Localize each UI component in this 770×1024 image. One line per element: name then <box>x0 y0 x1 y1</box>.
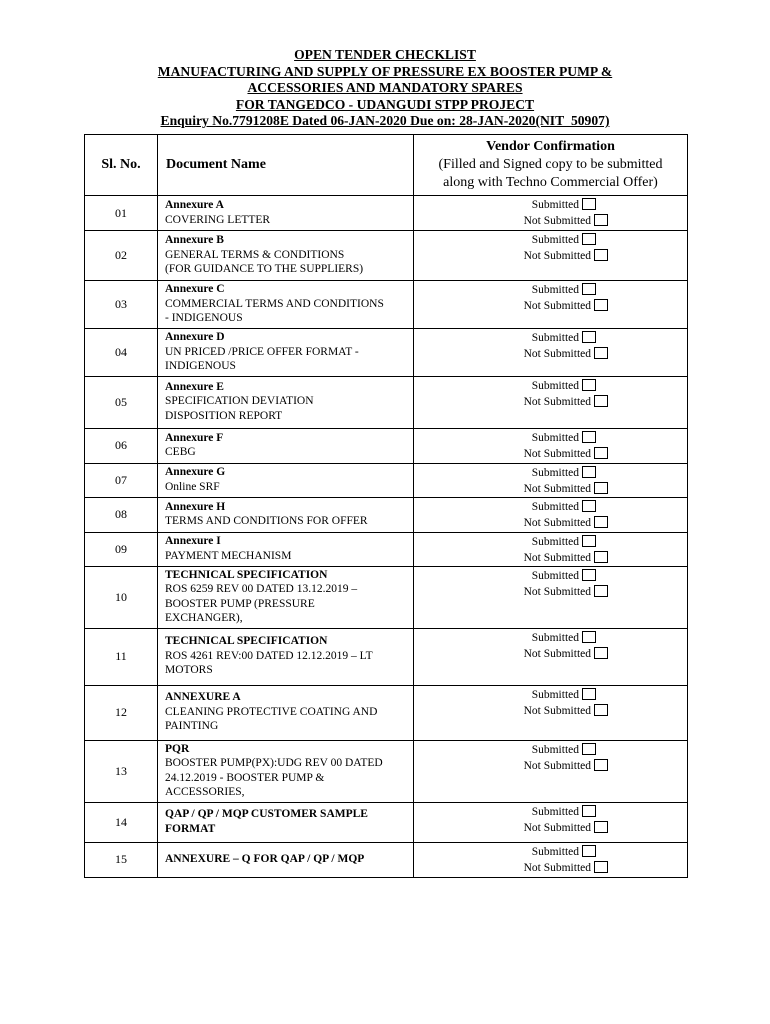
not-submitted-checkbox[interactable] <box>594 249 608 261</box>
submitted-label: Submitted <box>531 688 579 701</box>
not-submitted-checkbox[interactable] <box>594 299 608 311</box>
serial-number: 12 <box>85 685 158 740</box>
document-description-cont: (FOR GUIDANCE TO THE SUPPLIERS) <box>165 263 364 276</box>
header-enquiry: Enquiry No.7791208E Dated 06-JAN-2020 Due on: 28-JAN-2020(NIT_50907) <box>160 113 610 129</box>
table-row <box>85 281 688 329</box>
submitted-label: Submitted <box>531 431 579 444</box>
not-submitted-label: Not Submitted <box>523 551 591 564</box>
not-submitted-label: Not Submitted <box>523 348 591 360</box>
document-name-cell <box>158 497 414 532</box>
not-submitted-checkbox[interactable] <box>594 585 608 597</box>
submitted-label: Submitted <box>531 845 579 858</box>
not-submitted-label: Not Submitted <box>523 861 591 874</box>
submitted-option <box>414 232 687 248</box>
serial-number: 05 <box>85 376 158 428</box>
document-description: SPECIFICATION DEVIATION <box>165 395 314 408</box>
submitted-option <box>414 499 687 515</box>
document-description-cont: ACCESSORIES, <box>165 786 245 798</box>
not-submitted-label: Not Submitted <box>523 215 591 227</box>
submitted-checkbox[interactable] <box>582 198 596 210</box>
vendor-confirmation-cell <box>414 428 688 463</box>
table-row <box>85 329 688 377</box>
not-submitted-option <box>414 758 687 774</box>
document-name-cell <box>158 281 414 329</box>
document-description: ROS 6259 REV 00 DATED 13.12.2019 – <box>165 583 358 595</box>
submitted-checkbox[interactable] <box>582 688 596 700</box>
checklist-table <box>84 134 688 878</box>
not-submitted-checkbox[interactable] <box>594 861 608 873</box>
document-title: Annexure D <box>165 331 225 343</box>
not-submitted-checkbox[interactable] <box>594 447 608 459</box>
not-submitted-option <box>414 820 687 836</box>
not-submitted-label: Not Submitted <box>523 821 591 834</box>
submitted-checkbox[interactable] <box>582 743 596 755</box>
not-submitted-option <box>414 298 687 314</box>
document-name-cell <box>158 329 414 377</box>
vendor-confirmation-cell <box>414 281 688 329</box>
column-header-vendor-confirmation <box>414 135 688 196</box>
not-submitted-label: Not Submitted <box>523 647 591 660</box>
document-description: COVERING LETTER <box>165 213 271 226</box>
not-submitted-option <box>414 248 687 264</box>
document-title: Annexure G <box>165 466 226 478</box>
submitted-label: Submitted <box>531 743 579 756</box>
vendor-confirmation-cell <box>414 802 688 842</box>
document-name-cell <box>158 428 414 463</box>
submitted-option <box>414 804 687 820</box>
serial-number: 01 <box>85 196 158 231</box>
not-submitted-option <box>414 515 687 531</box>
document-description-cont: MOTORS <box>165 664 213 677</box>
document-description: BOOSTER PUMP(PX):UDG REV 00 DATED <box>165 757 383 769</box>
document-title: Annexure C <box>165 283 225 296</box>
not-submitted-label: Not Submitted <box>523 704 591 717</box>
submitted-label: Submitted <box>531 379 579 392</box>
submitted-option <box>414 465 687 481</box>
vendor-confirmation-cell <box>414 532 688 566</box>
column-header-document-name: Document Name <box>158 135 414 196</box>
document-description: PAYMENT MECHANISM <box>165 549 292 562</box>
document-description: CLEANING PROTECTIVE COATING AND <box>165 705 378 718</box>
serial-number: 10 <box>85 566 158 628</box>
document-description-cont: BOOSTER PUMP (PRESSURE <box>165 597 315 610</box>
document-description: CEBG <box>165 446 196 458</box>
document-title: Annexure I <box>165 535 221 547</box>
submitted-label: Submitted <box>531 284 579 296</box>
document-title: Annexure H <box>165 500 226 513</box>
submitted-label: Submitted <box>531 234 579 246</box>
document-title: ANNEXURE – Q FOR QAP / QP / MQP <box>165 852 365 865</box>
document-name-cell <box>158 463 414 497</box>
document-title: TECHNICAL SPECIFICATION <box>165 635 328 648</box>
serial-number: 14 <box>85 802 158 842</box>
not-submitted-option <box>414 860 687 876</box>
not-submitted-option <box>414 213 687 229</box>
submitted-label: Submitted <box>531 466 579 479</box>
vendor-confirmation-cell <box>414 329 688 377</box>
vendor-confirmation-cell <box>414 740 688 802</box>
document-title: PQR <box>165 742 190 755</box>
document-name-cell <box>158 685 414 740</box>
serial-number: 09 <box>85 532 158 566</box>
document-title: ANNEXURE A <box>165 691 241 704</box>
table-row <box>85 685 688 740</box>
header-project: FOR TANGEDCO - UDANGUDI STPP PROJECT <box>235 96 535 112</box>
document-name-cell <box>158 532 414 566</box>
not-submitted-checkbox[interactable] <box>594 647 608 659</box>
table-row <box>85 376 688 428</box>
submitted-label: Submitted <box>531 332 579 344</box>
submitted-checkbox[interactable] <box>582 431 596 443</box>
header-subject-line-2: ACCESSORIES AND MANDATORY SPARES <box>247 80 523 96</box>
document-description-cont: DISPOSITION REPORT <box>165 409 283 422</box>
vendor-confirmation-note-2: along with Techno Commercial Offer) <box>443 175 658 190</box>
document-name-cell <box>158 628 414 685</box>
table-row <box>85 196 688 231</box>
not-submitted-checkbox[interactable] <box>594 347 608 359</box>
serial-number: 04 <box>85 329 158 377</box>
document-description-cont: EXCHANGER), <box>165 612 243 624</box>
document-description-cont: INDIGENOUS <box>165 360 236 372</box>
submitted-label: Submitted <box>531 500 579 513</box>
serial-number: 13 <box>85 740 158 802</box>
submitted-checkbox[interactable] <box>582 233 596 245</box>
not-submitted-checkbox[interactable] <box>594 214 608 226</box>
document-title: Annexure A <box>165 199 224 211</box>
document-name-cell <box>158 196 414 231</box>
document-description: COMMERCIAL TERMS AND CONDITIONS <box>165 297 384 310</box>
table-row <box>85 463 688 497</box>
document-name-cell <box>158 802 414 842</box>
submitted-option <box>414 844 687 860</box>
document-name-cell <box>158 566 414 628</box>
serial-number: 11 <box>85 628 158 685</box>
table-row <box>85 802 688 842</box>
table-row <box>85 497 688 532</box>
not-submitted-option <box>414 703 687 719</box>
vendor-confirmation-cell <box>414 566 688 628</box>
vendor-confirmation-cell <box>414 628 688 685</box>
submitted-checkbox[interactable] <box>582 535 596 547</box>
table-row <box>85 566 688 628</box>
serial-number: 02 <box>85 231 158 281</box>
not-submitted-label: Not Submitted <box>523 395 591 408</box>
submitted-option <box>414 687 687 703</box>
document-description-cont: 24.12.2019 - BOOSTER PUMP & <box>165 771 325 784</box>
document-description: ROS 4261 REV:00 DATED 12.12.2019 – LT <box>165 649 373 662</box>
not-submitted-label: Not Submitted <box>523 585 591 598</box>
table-row <box>85 740 688 802</box>
document-title: TECHNICAL SPECIFICATION <box>165 568 328 581</box>
vendor-confirmation-cell <box>414 685 688 740</box>
document-description-cont: PAINTING <box>165 720 219 733</box>
table-header-row <box>85 135 688 196</box>
serial-number: 07 <box>85 463 158 497</box>
vendor-confirmation-cell <box>414 376 688 428</box>
submitted-checkbox[interactable] <box>582 331 596 343</box>
not-submitted-checkbox[interactable] <box>594 821 608 833</box>
submitted-option <box>414 630 687 646</box>
table-row <box>85 428 688 463</box>
submitted-option <box>414 197 687 213</box>
not-submitted-label: Not Submitted <box>523 516 591 529</box>
serial-number: 06 <box>85 428 158 463</box>
document-description: Online SRF <box>165 480 220 493</box>
submitted-option <box>414 534 687 550</box>
submitted-option <box>414 330 687 346</box>
serial-number: 08 <box>85 497 158 532</box>
not-submitted-checkbox[interactable] <box>594 551 608 563</box>
header-title: OPEN TENDER CHECKLIST <box>294 47 476 62</box>
not-submitted-option <box>414 346 687 362</box>
document-title: Annexure E <box>165 380 224 393</box>
submitted-checkbox[interactable] <box>582 500 596 512</box>
not-submitted-option <box>414 646 687 662</box>
vendor-confirmation-cell <box>414 463 688 497</box>
submitted-checkbox[interactable] <box>582 379 596 391</box>
document-name-cell <box>158 231 414 281</box>
submitted-checkbox[interactable] <box>582 845 596 857</box>
submitted-label: Submitted <box>531 535 579 548</box>
not-submitted-checkbox[interactable] <box>594 516 608 528</box>
document-title-cont: FORMAT <box>165 822 216 835</box>
submitted-option <box>414 378 687 394</box>
document-title: QAP / QP / MQP CUSTOMER SAMPLE <box>165 808 368 820</box>
vendor-confirmation-cell <box>414 497 688 532</box>
not-submitted-checkbox[interactable] <box>594 759 608 771</box>
not-submitted-label: Not Submitted <box>523 447 591 460</box>
submitted-checkbox[interactable] <box>582 805 596 817</box>
not-submitted-option <box>414 394 687 410</box>
not-submitted-option <box>414 550 687 566</box>
not-submitted-option <box>414 481 687 497</box>
vendor-confirmation-cell <box>414 231 688 281</box>
not-submitted-label: Not Submitted <box>523 250 591 262</box>
table-row <box>85 532 688 566</box>
document-name-cell <box>158 740 414 802</box>
submitted-checkbox[interactable] <box>582 283 596 295</box>
not-submitted-label: Not Submitted <box>523 482 591 495</box>
table-row <box>85 231 688 281</box>
serial-number: 15 <box>85 842 158 877</box>
vendor-confirmation-note-1: (Filled and Signed copy to be submitted <box>438 157 663 172</box>
not-submitted-checkbox[interactable] <box>594 395 608 407</box>
vendor-confirmation-cell <box>414 196 688 231</box>
table-row <box>85 628 688 685</box>
document-description: TERMS AND CONDITIONS FOR OFFER <box>165 515 368 527</box>
not-submitted-option <box>414 446 687 462</box>
document-description-cont: - INDIGENOUS <box>165 312 243 325</box>
document-title: Annexure F <box>165 431 224 444</box>
not-submitted-label: Not Submitted <box>523 759 591 772</box>
submitted-label: Submitted <box>531 199 579 211</box>
submitted-option <box>414 568 687 584</box>
document-title: Annexure B <box>165 234 224 247</box>
column-header-sl-no: Sl. No. <box>85 135 158 196</box>
document-header <box>0 47 770 130</box>
submitted-checkbox[interactable] <box>582 466 596 478</box>
vendor-confirmation-title: Vendor Confirmation <box>486 139 615 154</box>
serial-number: 03 <box>85 281 158 329</box>
not-submitted-label: Not Submitted <box>523 300 591 312</box>
submitted-label: Submitted <box>531 805 579 818</box>
document-description: UN PRICED /PRICE OFFER FORMAT - <box>165 345 359 358</box>
not-submitted-checkbox[interactable] <box>594 482 608 494</box>
submitted-label: Submitted <box>531 569 579 582</box>
submitted-option <box>414 430 687 446</box>
not-submitted-option <box>414 584 687 600</box>
document-description: GENERAL TERMS & CONDITIONS <box>165 248 345 261</box>
vendor-confirmation-cell <box>414 842 688 877</box>
submitted-option <box>414 742 687 758</box>
document-name-cell <box>158 842 414 877</box>
submitted-checkbox[interactable] <box>582 569 596 581</box>
submitted-option <box>414 282 687 298</box>
document-name-cell <box>158 376 414 428</box>
not-submitted-checkbox[interactable] <box>594 704 608 716</box>
submitted-label: Submitted <box>531 631 579 644</box>
table-row <box>85 842 688 877</box>
submitted-checkbox[interactable] <box>582 631 596 643</box>
header-subject-line-1: MANUFACTURING AND SUPPLY OF PRESSURE EX BOOSTER PUMP & <box>157 63 613 79</box>
